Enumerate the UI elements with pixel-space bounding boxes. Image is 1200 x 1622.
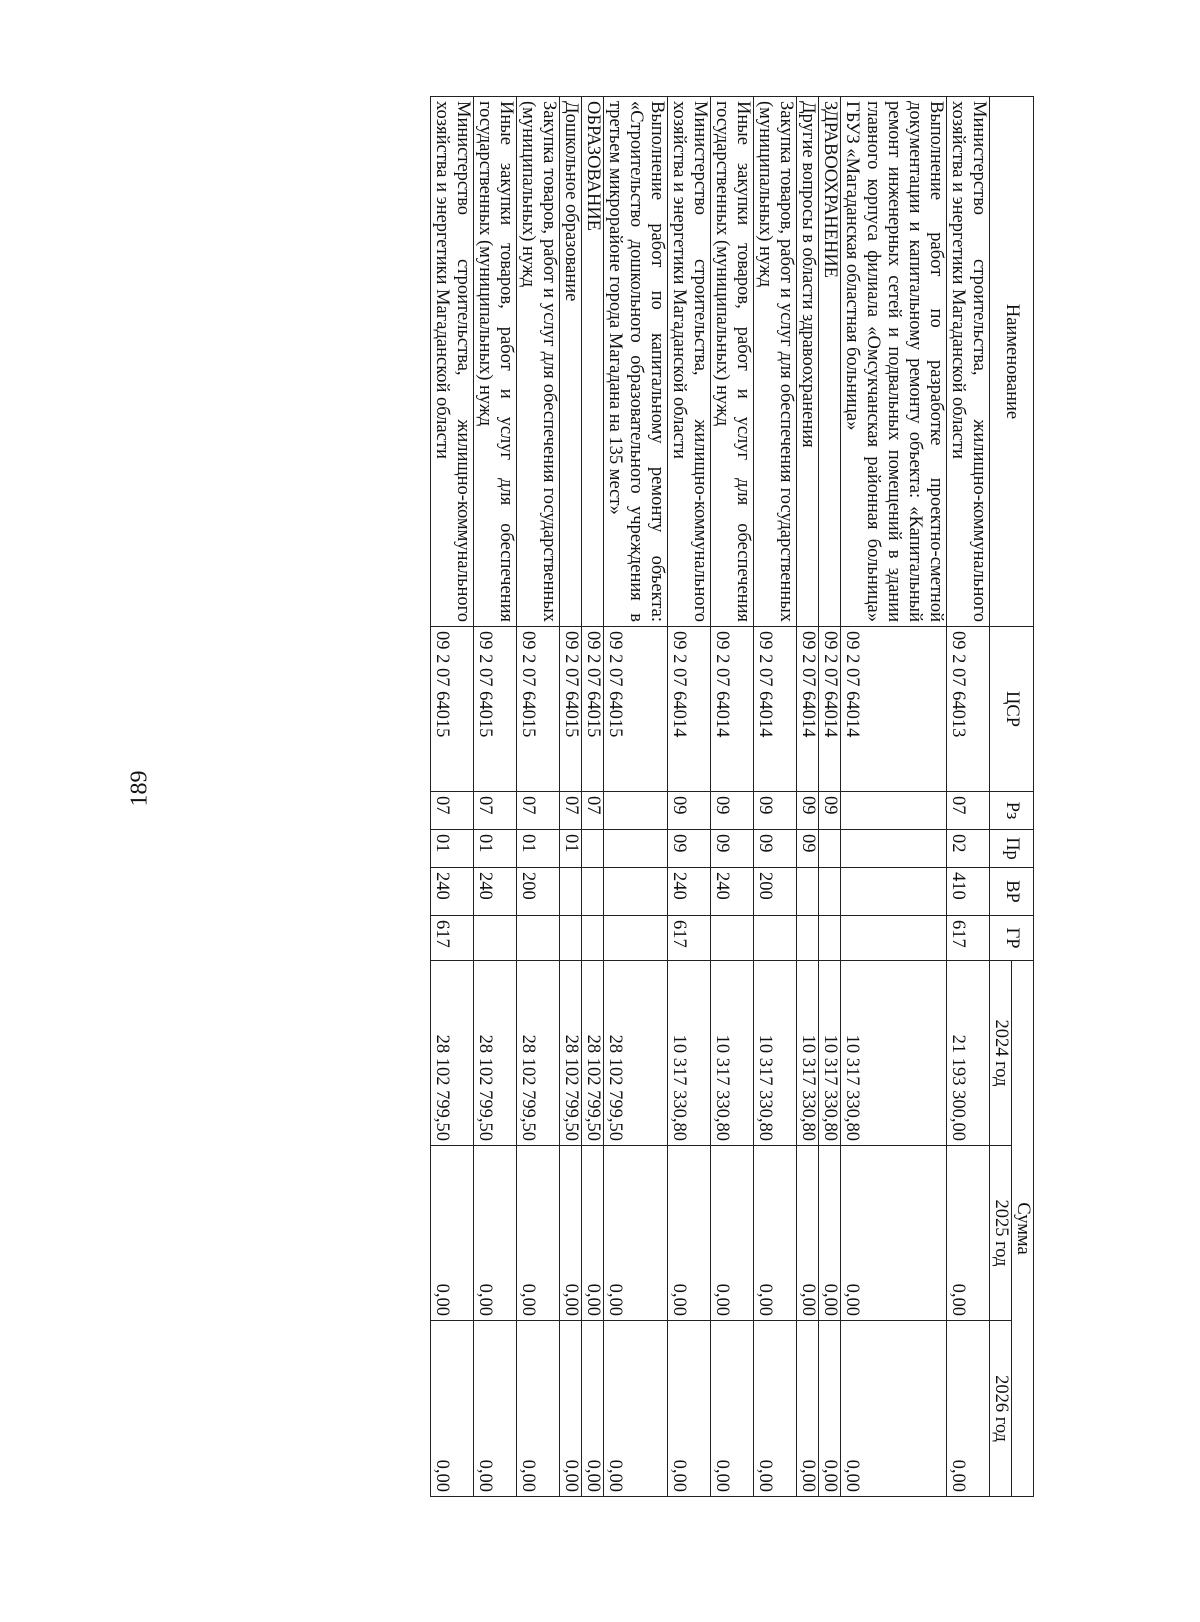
budget-table	[430, 96, 1034, 1497]
cell-csr: 09 2 07 64015	[431, 627, 474, 792]
cell-pr	[841, 830, 947, 868]
cell-vr	[582, 868, 604, 916]
cell-rz: 07	[517, 792, 560, 830]
cell-2024: 28 102 799,50	[560, 961, 582, 1146]
cell-gr	[474, 916, 517, 961]
cell-2026: 0,00	[668, 1321, 711, 1497]
cell-2025: 0,00	[841, 1146, 947, 1321]
header-csr: ЦСР	[990, 627, 1034, 792]
cell-gr	[797, 916, 819, 961]
cell-2026: 0,00	[711, 1321, 754, 1497]
cell-2024: 28 102 799,50	[604, 961, 668, 1146]
cell-2026: 0,00	[797, 1321, 819, 1497]
page-number: 189	[126, 770, 153, 807]
cell-2024: 10 317 330,80	[797, 961, 819, 1146]
table-row	[431, 97, 474, 1497]
cell-csr: 09 2 07 64014	[819, 627, 841, 792]
cell-vr: 200	[754, 868, 797, 916]
cell-name: Закупка товаров, работ и услуг для обеспечения государственных (муниципальных) нужд	[517, 97, 560, 627]
cell-2026: 0,00	[474, 1321, 517, 1497]
cell-2026: 0,00	[754, 1321, 797, 1497]
table-row	[797, 97, 819, 1497]
cell-2024: 28 102 799,50	[517, 961, 560, 1146]
cell-csr: 09 2 07 64014	[711, 627, 754, 792]
cell-2025: 0,00	[797, 1146, 819, 1321]
cell-name: ОБРАЗОВАНИЕ	[582, 97, 604, 627]
table-row	[604, 97, 668, 1497]
cell-pr: 01	[431, 830, 474, 868]
table-row	[668, 97, 711, 1497]
cell-2026: 0,00	[604, 1321, 668, 1497]
cell-name: Закупка товаров, работ и услуг для обеспечения государственных (муниципальных) нужд	[754, 97, 797, 627]
table-row	[947, 97, 990, 1497]
cell-pr	[604, 830, 668, 868]
cell-rz: 07	[474, 792, 517, 830]
cell-rz	[841, 792, 947, 830]
cell-pr: 09	[711, 830, 754, 868]
cell-csr: 09 2 07 64013	[947, 627, 990, 792]
header-2025: 2025 год	[990, 1146, 1012, 1321]
cell-vr: 240	[474, 868, 517, 916]
cell-csr: 09 2 07 64014	[841, 627, 947, 792]
cell-rz: 07	[582, 792, 604, 830]
cell-name: Министерство строительства, жилищно-коммунального хозяйства и энергетики Магаданской области	[431, 97, 474, 627]
cell-name: Выполнение работ по капитальному ремонту объекта: «Строительство дошкольного образовательного учреждения в третьем микрорайоне города Магадана на 135 мест»	[604, 97, 668, 627]
cell-vr: 200	[517, 868, 560, 916]
cell-gr: 617	[431, 916, 474, 961]
header-row-1	[1012, 97, 1034, 1497]
header-gr: ГР	[990, 916, 1034, 961]
cell-gr	[841, 916, 947, 961]
cell-2026: 0,00	[947, 1321, 990, 1497]
cell-2026: 0,00	[431, 1321, 474, 1497]
header-sum: Сумма	[1012, 961, 1034, 1497]
cell-2025: 0,00	[711, 1146, 754, 1321]
cell-name: ЗДРАВООХРАНЕНИЕ	[819, 97, 841, 627]
cell-pr	[819, 830, 841, 868]
cell-gr: 617	[668, 916, 711, 961]
cell-2024: 10 317 330,80	[841, 961, 947, 1146]
header-vr: ВР	[990, 868, 1034, 916]
cell-2026: 0,00	[819, 1321, 841, 1497]
cell-2025: 0,00	[947, 1146, 990, 1321]
cell-2024: 10 317 330,80	[668, 961, 711, 1146]
table-row	[474, 97, 517, 1497]
cell-vr: 240	[711, 868, 754, 916]
cell-gr	[560, 916, 582, 961]
cell-vr	[604, 868, 668, 916]
cell-gr	[582, 916, 604, 961]
cell-2024: 10 317 330,80	[711, 961, 754, 1146]
cell-vr	[819, 868, 841, 916]
cell-2025: 0,00	[431, 1146, 474, 1321]
cell-pr: 09	[754, 830, 797, 868]
header-2026: 2026 год	[990, 1321, 1012, 1497]
cell-pr: 01	[560, 830, 582, 868]
cell-vr	[841, 868, 947, 916]
cell-gr: 617	[947, 916, 990, 961]
cell-csr: 09 2 07 64015	[604, 627, 668, 792]
cell-name: Иные закупки товаров, работ и услуг для обеспечения государственных (муниципальных) нужд	[474, 97, 517, 627]
cell-rz	[604, 792, 668, 830]
cell-csr: 09 2 07 64014	[754, 627, 797, 792]
cell-2026: 0,00	[582, 1321, 604, 1497]
header-rz: Рз	[990, 792, 1034, 830]
rotated-table-frame	[200, 96, 1034, 1496]
cell-2024: 28 102 799,50	[582, 961, 604, 1146]
cell-2025: 0,00	[754, 1146, 797, 1321]
cell-csr: 09 2 07 64015	[582, 627, 604, 792]
cell-2025: 0,00	[517, 1146, 560, 1321]
cell-vr: 240	[431, 868, 474, 916]
cell-csr: 09 2 07 64015	[517, 627, 560, 792]
cell-name: Дошкольное образование	[560, 97, 582, 627]
cell-rz: 09	[711, 792, 754, 830]
cell-pr: 01	[474, 830, 517, 868]
cell-2025: 0,00	[668, 1146, 711, 1321]
cell-rz: 09	[819, 792, 841, 830]
cell-vr: 240	[668, 868, 711, 916]
cell-gr	[711, 916, 754, 961]
table-row	[754, 97, 797, 1497]
cell-vr	[560, 868, 582, 916]
cell-csr: 09 2 07 64015	[474, 627, 517, 792]
cell-pr: 02	[947, 830, 990, 868]
cell-pr: 09	[797, 830, 819, 868]
cell-name: Министерство строительства, жилищно-коммунального хозяйства и энергетики Магаданской области	[947, 97, 990, 627]
cell-vr	[797, 868, 819, 916]
cell-gr	[517, 916, 560, 961]
cell-rz: 09	[754, 792, 797, 830]
cell-gr	[604, 916, 668, 961]
header-pr: Пр	[990, 830, 1034, 868]
header-2024: 2024 год	[990, 961, 1012, 1146]
cell-gr	[819, 916, 841, 961]
cell-name: Выполнение работ по разработке проектно-сметной документации и капитальному ремонту объекта: «Капитальный ремонт инженерных сетей и подвальных помещений в здании главного корпуса филиала «Омсукчанская районная больница» ГБУЗ «Магаданская областная больница»	[841, 97, 947, 627]
table-row	[582, 97, 604, 1497]
table-row	[841, 97, 947, 1497]
cell-2025: 0,00	[474, 1146, 517, 1321]
cell-2026: 0,00	[841, 1321, 947, 1497]
table-row	[711, 97, 754, 1497]
cell-pr: 01	[517, 830, 560, 868]
cell-name: Иные закупки товаров, работ и услуг для обеспечения государственных (муниципальных) нужд	[711, 97, 754, 627]
cell-2025: 0,00	[560, 1146, 582, 1321]
cell-2024: 21 193 300,00	[947, 961, 990, 1146]
cell-rz: 09	[668, 792, 711, 830]
cell-vr: 410	[947, 868, 990, 916]
cell-2024: 28 102 799,50	[431, 961, 474, 1146]
cell-2026: 0,00	[517, 1321, 560, 1497]
cell-2024: 10 317 330,80	[754, 961, 797, 1146]
cell-csr: 09 2 07 64014	[668, 627, 711, 792]
cell-name: Министерство строительства, жилищно-коммунального хозяйства и энергетики Магаданской области	[668, 97, 711, 627]
cell-rz: 07	[431, 792, 474, 830]
cell-rz: 07	[947, 792, 990, 830]
header-name: Наименование	[990, 97, 1034, 627]
table-row	[517, 97, 560, 1497]
cell-pr	[582, 830, 604, 868]
cell-pr: 09	[668, 830, 711, 868]
cell-2024: 10 317 330,80	[819, 961, 841, 1146]
cell-name: Другие вопросы в области здравоохранения	[797, 97, 819, 627]
table-row	[819, 97, 841, 1497]
cell-rz: 09	[797, 792, 819, 830]
cell-2025: 0,00	[604, 1146, 668, 1321]
cell-2026: 0,00	[560, 1321, 582, 1497]
cell-rz: 07	[560, 792, 582, 830]
table-row	[560, 97, 582, 1497]
cell-2025: 0,00	[819, 1146, 841, 1321]
cell-csr: 09 2 07 64015	[560, 627, 582, 792]
table-body	[431, 97, 990, 1497]
cell-2024: 28 102 799,50	[474, 961, 517, 1146]
cell-2025: 0,00	[582, 1146, 604, 1321]
cell-csr: 09 2 07 64014	[797, 627, 819, 792]
cell-gr	[754, 916, 797, 961]
